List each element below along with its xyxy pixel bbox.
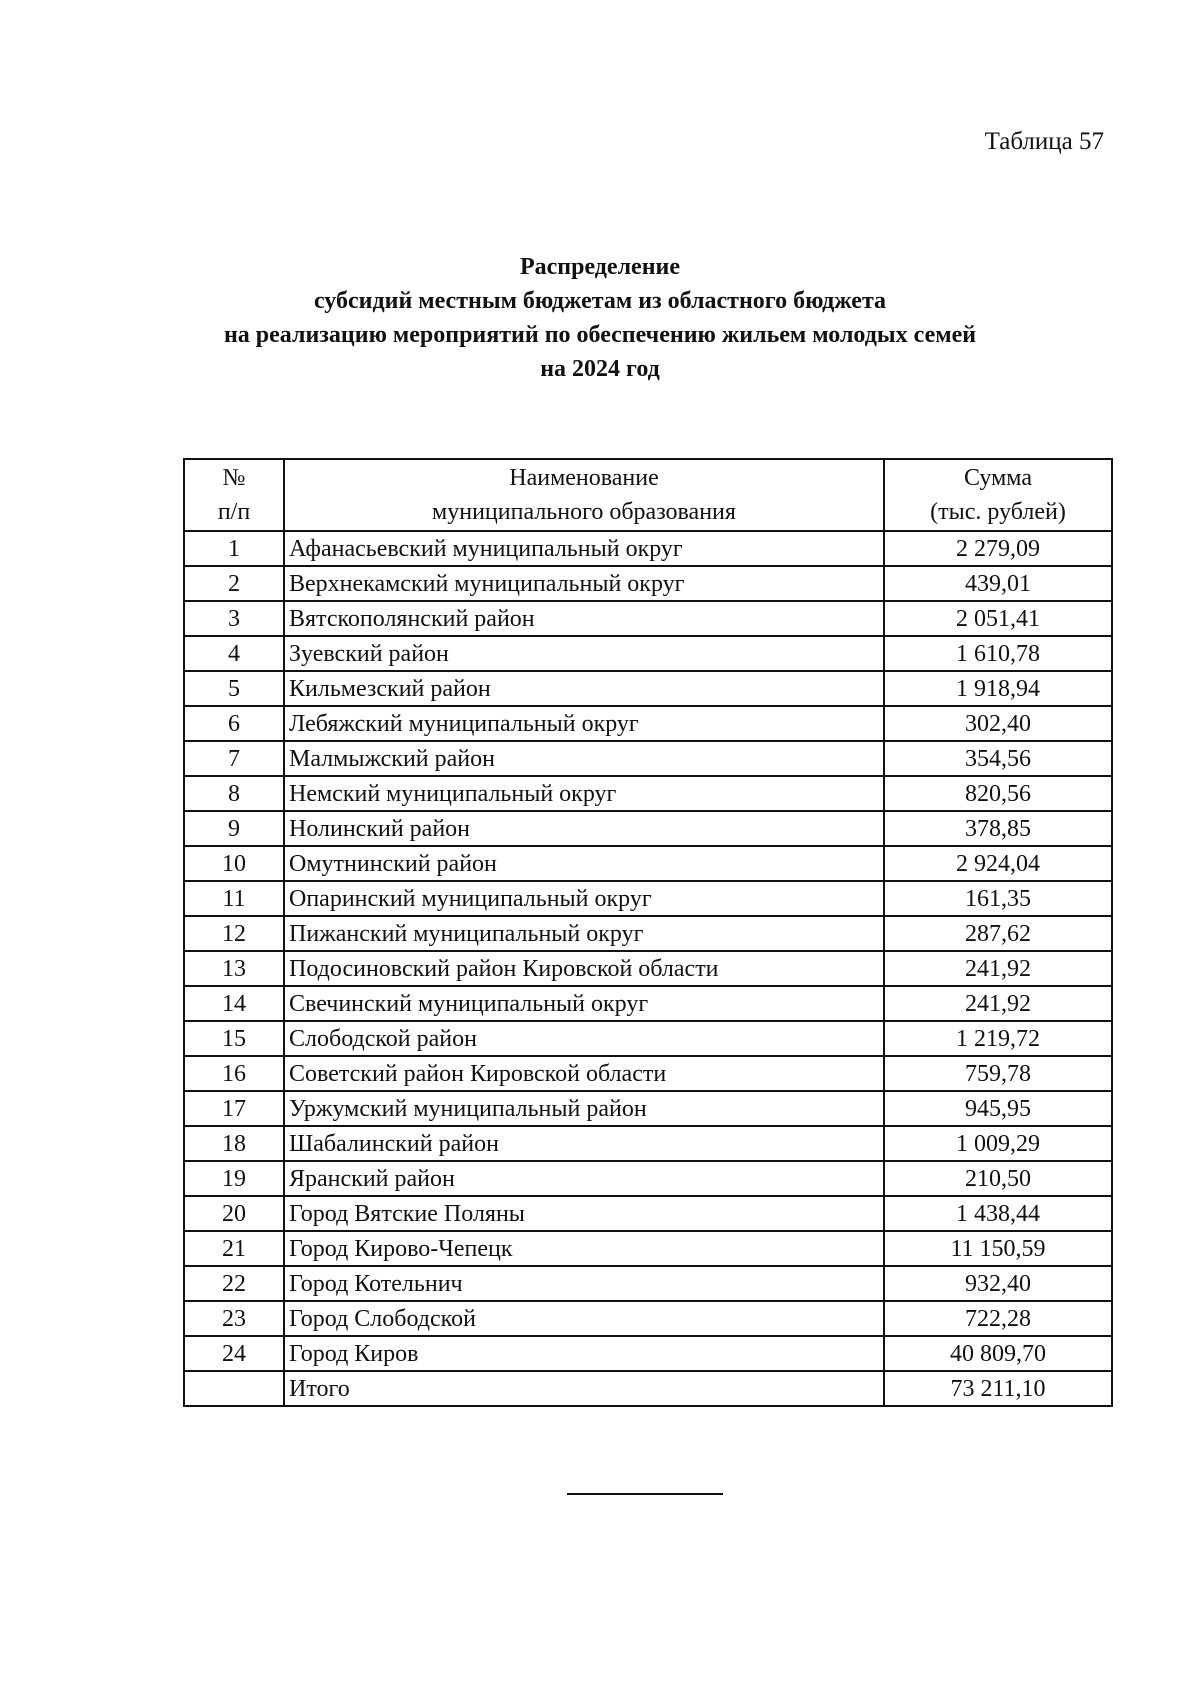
total-label: Итого [284,1371,884,1406]
row-sum: 722,28 [884,1301,1112,1336]
table-row [184,601,1112,636]
row-municipality: Уржумский муниципальный район [284,1091,884,1126]
row-municipality: Зуевский район [284,636,884,671]
row-sum: 1 219,72 [884,1021,1112,1056]
row-municipality: Подосиновский район Кировской области [284,951,884,986]
row-number: 19 [184,1161,284,1196]
row-sum: 759,78 [884,1056,1112,1091]
table-row [184,776,1112,811]
row-sum: 241,92 [884,951,1112,986]
row-number: 2 [184,566,284,601]
table-row [184,1056,1112,1091]
header-municipality [284,459,884,531]
table-header-row [184,459,1112,531]
row-number: 9 [184,811,284,846]
row-number: 6 [184,706,284,741]
table-row [184,1336,1112,1371]
table-row [184,986,1112,1021]
header-municipality-line2: муниципального образования [432,499,736,525]
row-number: 14 [184,986,284,1021]
table-row [184,951,1112,986]
table-row [184,1161,1112,1196]
table-row [184,1231,1112,1266]
row-number: 11 [184,881,284,916]
row-number: 15 [184,1021,284,1056]
row-number: 24 [184,1336,284,1371]
header-number [184,459,284,531]
row-sum: 1 009,29 [884,1126,1112,1161]
table-total-row [184,1371,1112,1406]
total-sum: 73 211,10 [884,1371,1112,1406]
row-municipality: Город Киров [284,1336,884,1371]
header-number-line2: п/п [217,499,251,525]
row-sum: 439,01 [884,566,1112,601]
table-row [184,1301,1112,1336]
table-row [184,566,1112,601]
table-row [184,531,1112,566]
row-number: 23 [184,1301,284,1336]
header-sum-line2: (тыс. рублей) [930,499,1066,525]
row-sum: 2 924,04 [884,846,1112,881]
row-number: 18 [184,1126,284,1161]
document-title [0,250,1200,386]
row-number: 22 [184,1266,284,1301]
table-row [184,811,1112,846]
row-sum: 161,35 [884,881,1112,916]
row-sum: 945,95 [884,1091,1112,1126]
table-row [184,706,1112,741]
row-municipality: Свечинский муниципальный округ [284,986,884,1021]
table-row [184,916,1112,951]
table-row [184,741,1112,776]
row-municipality: Город Котельнич [284,1266,884,1301]
title-line: Распределение [519,254,681,280]
row-number: 21 [184,1231,284,1266]
table-row [184,881,1112,916]
row-municipality: Малмыжский район [284,741,884,776]
row-sum: 302,40 [884,706,1112,741]
row-municipality: Опаринский муниципальный округ [284,881,884,916]
table-row [184,1091,1112,1126]
row-municipality: Афанасьевский муниципальный округ [284,531,884,566]
row-number: 7 [184,741,284,776]
row-sum: 820,56 [884,776,1112,811]
table-row [184,636,1112,671]
row-sum: 1 918,94 [884,671,1112,706]
row-sum: 1 438,44 [884,1196,1112,1231]
row-sum: 241,92 [884,986,1112,1021]
row-number: 5 [184,671,284,706]
row-municipality: Город Кирово-Чепецк [284,1231,884,1266]
row-municipality: Омутнинский район [284,846,884,881]
row-municipality: Шабалинский район [284,1126,884,1161]
row-number: 17 [184,1091,284,1126]
table-number-label: Таблица 57 [984,128,1104,155]
header-municipality-line1: Наименование [509,465,659,491]
table-row [184,1021,1112,1056]
table-row [184,846,1112,881]
row-municipality: Пижанский муниципальный округ [284,916,884,951]
row-sum: 1 610,78 [884,636,1112,671]
row-municipality: Советский район Кировской области [284,1056,884,1091]
row-sum: 11 150,59 [884,1231,1112,1266]
row-number: 12 [184,916,284,951]
row-municipality: Немский муниципальный округ [284,776,884,811]
row-sum: 40 809,70 [884,1336,1112,1371]
row-sum: 378,85 [884,811,1112,846]
table-row [184,671,1112,706]
header-sum [884,459,1112,531]
row-number: 3 [184,601,284,636]
row-municipality: Кильмезский район [284,671,884,706]
table-row [184,1196,1112,1231]
subsidy-distribution-table [183,458,1113,1407]
row-number: 10 [184,846,284,881]
table-row [184,1266,1112,1301]
row-municipality: Вятскополянский район [284,601,884,636]
row-municipality: Яранский район [284,1161,884,1196]
header-sum-line1: Сумма [964,465,1032,491]
end-divider-line [567,1493,723,1495]
row-municipality: Слободской район [284,1021,884,1056]
header-number-line1: № [222,465,246,491]
title-line: на реализацию мероприятий по обеспечению жильем молодых семей [223,322,977,348]
row-number: 4 [184,636,284,671]
title-line: субсидий местным бюджетам из областного бюджета [313,288,887,314]
row-sum: 932,40 [884,1266,1112,1301]
table-body [184,531,1112,1406]
row-municipality: Нолинский район [284,811,884,846]
row-sum: 354,56 [884,741,1112,776]
row-number: 8 [184,776,284,811]
table-row [184,1126,1112,1161]
total-number [184,1371,284,1406]
row-sum: 287,62 [884,916,1112,951]
row-municipality: Город Вятские Поляны [284,1196,884,1231]
row-sum: 2 279,09 [884,531,1112,566]
row-sum: 210,50 [884,1161,1112,1196]
row-number: 20 [184,1196,284,1231]
row-municipality: Верхнекамский муниципальный округ [284,566,884,601]
row-number: 13 [184,951,284,986]
row-municipality: Лебяжский муниципальный округ [284,706,884,741]
row-number: 16 [184,1056,284,1091]
row-municipality: Город Слободской [284,1301,884,1336]
row-sum: 2 051,41 [884,601,1112,636]
row-number: 1 [184,531,284,566]
title-line: на 2024 год [540,356,660,382]
